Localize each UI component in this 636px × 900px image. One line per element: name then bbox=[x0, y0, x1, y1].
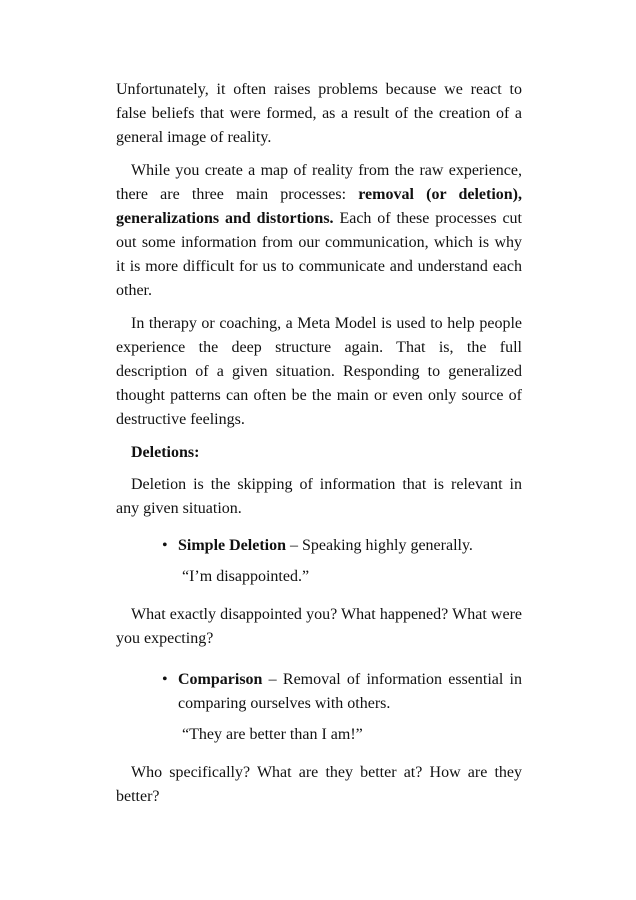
bullet-term: Comparison bbox=[178, 671, 263, 688]
paragraph-disappointed-questions: What exactly disappointed you? What happened? What were you expecting? bbox=[116, 606, 522, 647]
paragraph-intro: Unfortunately, it often raises problems because we react to false beliefs that were formed, as a result of the creation of a general image of reality. bbox=[116, 81, 522, 146]
bullet-item-simple-deletion bbox=[162, 534, 522, 589]
bullet-item-comparison bbox=[162, 668, 522, 747]
paragraph-comparison-questions: Who specifically? What are they better at? How are they better? bbox=[116, 764, 522, 805]
bullet-quote: “They are better than I am!” bbox=[182, 726, 363, 743]
bullet-marker: • bbox=[162, 537, 168, 554]
paragraph-processes-start: While you create a map of reality from the raw experience, there are three main processes: bbox=[116, 162, 522, 203]
paragraph-meta-model: In therapy or coaching, a Meta Model is used to help people experience the deep structure again. That is, the full description of a given situation. Responding to generalized thought patterns can often be the main or even only source of destructive feelings. bbox=[116, 315, 522, 428]
section-heading-deletions: Deletions: bbox=[131, 444, 200, 461]
bullet-description: – Speaking highly generally. bbox=[286, 537, 473, 554]
document-page bbox=[116, 78, 522, 809]
paragraph-deletion-definition: Deletion is the skipping of information that is relevant in any given situation. bbox=[116, 476, 522, 517]
processes-bold-list: removal (or deletion), generalizations and distortions. bbox=[116, 186, 523, 227]
paragraph-processes-end: Each of these processes cut out some information from our communication, which is why it is more difficult for us to communicate and understand each other. bbox=[116, 210, 522, 299]
bullet-description: – Removal of information essential in comparing ourselves with others. bbox=[178, 671, 522, 712]
bullet-quote: “I’m disappointed.” bbox=[182, 568, 310, 585]
bullet-text bbox=[178, 534, 522, 558]
paragraph-processes bbox=[116, 159, 522, 303]
bullet-text bbox=[178, 668, 522, 716]
bullet-marker: • bbox=[162, 671, 168, 688]
bullet-term: Simple Deletion bbox=[178, 537, 286, 554]
